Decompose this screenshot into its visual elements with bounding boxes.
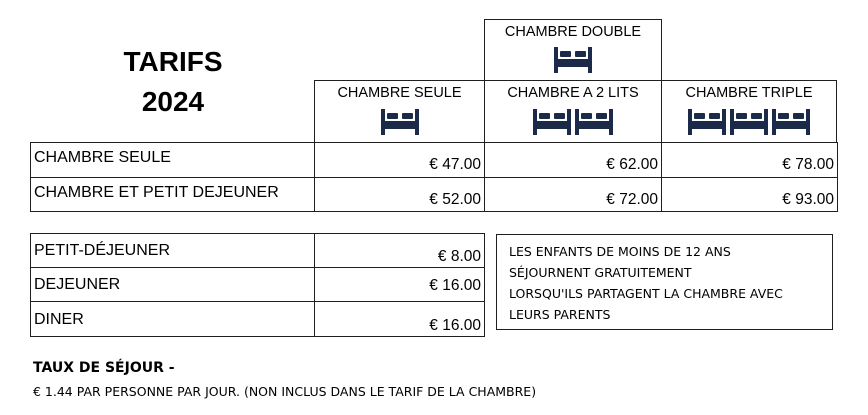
children-note-line: SÉJOURNENT GRATUITEMENT	[509, 265, 692, 280]
meal-price: € 16.00	[314, 301, 485, 337]
twin-bed-icons	[485, 109, 661, 135]
meal-label: PETIT-DÉJEUNER	[30, 233, 315, 268]
meal-label: DINER	[30, 301, 315, 337]
table-row-label: CHAMBRE ET PETIT DEJEUNER	[30, 177, 315, 212]
price-cell: € 47.00	[314, 142, 485, 178]
meal-price: € 16.00	[314, 267, 485, 302]
header-single-room-label: CHAMBRE SEULE	[337, 85, 462, 101]
children-note-line: LORSQU'ILS PARTAGENT LA CHAMBRE AVEC	[509, 286, 783, 301]
meal-label: DEJEUNER	[30, 267, 315, 302]
page-title: TARIFS	[123, 46, 223, 77]
triple-bed-icons	[662, 109, 836, 135]
bed-icon	[688, 109, 726, 135]
children-note-line: LES ENFANTS DE MOINS DE 12 ANS	[509, 244, 731, 259]
bed-icon	[730, 109, 768, 135]
tax-title: TAUX DE SÉJOUR -	[33, 360, 175, 376]
price-cell: € 93.00	[661, 177, 838, 212]
bed-icon	[381, 109, 419, 135]
bed-icon	[575, 109, 613, 135]
children-note	[496, 234, 833, 330]
bed-icon	[554, 47, 592, 73]
single-bed-icons	[315, 109, 484, 135]
table-row-label: CHAMBRE SEULE	[30, 142, 315, 178]
header-twin-room	[484, 80, 662, 143]
meals-table	[30, 233, 485, 337]
page-year: 2024	[141, 86, 205, 117]
room-rates-table	[30, 142, 838, 212]
bed-icon	[772, 109, 810, 135]
price-cell: € 72.00	[484, 177, 662, 212]
bed-icon	[533, 109, 571, 135]
header-twin-room-label: CHAMBRE A 2 LITS	[507, 85, 639, 101]
header-double-room	[484, 19, 662, 82]
tax-text: € 1.44 PAR PERSONNE PAR JOUR. (NON INCLUS DANS LE TARIF DE LA CHAMBRE)	[33, 384, 537, 399]
meal-price: € 8.00	[314, 233, 485, 268]
price-cell: € 78.00	[661, 142, 838, 178]
header-double-room-label: CHAMBRE DOUBLE	[504, 24, 642, 40]
header-triple-room	[661, 80, 837, 143]
price-cell: € 52.00	[314, 177, 485, 212]
double-bed-icons	[485, 47, 661, 73]
price-cell: € 62.00	[484, 142, 662, 178]
header-triple-room-label: CHAMBRE TRIPLE	[685, 85, 813, 101]
header-single-room	[314, 80, 485, 143]
children-note-line: LEURS PARENTS	[509, 307, 611, 322]
